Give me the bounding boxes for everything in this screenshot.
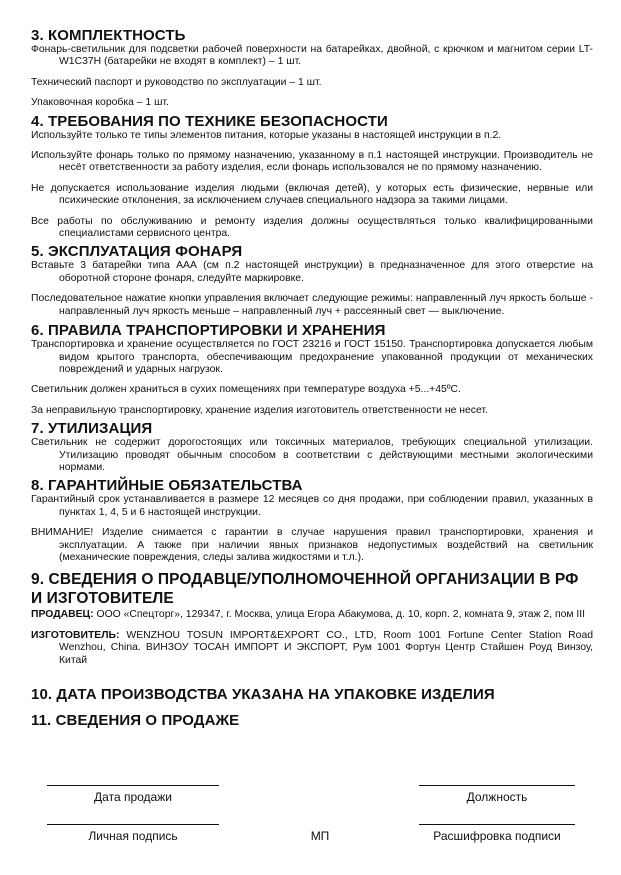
section-8-para-1: Гарантийный срок устанавливается в размере 12 месяцев со дня продажи, при соблюдении правил, указанных в пунктах 1, 4, 5 и 6 настоящей инструкции.	[31, 494, 593, 518]
section-5-para-1: Вставьте 3 батарейки типа ААА (см п.2 настоящей инструкции) в предназначенное для этого отверстие на оборотной стороне фонаря, следуйте маркировке.	[31, 260, 593, 284]
section-3-title: 3. КОМПЛЕКТНОСТЬ	[31, 27, 186, 44]
section-6-para-2: Светильник должен храниться в сухих помещениях при температуре воздуха +5...+45ºС.	[31, 384, 461, 396]
section-3-item-lamp: Фонарь-светильник для подсветки рабочей поверхности на батарейках, двойной, с крючком и магнитом серии LT-W1C37H (батарейки не входят в комплект) – 1 шт.	[31, 44, 593, 68]
section-5-title: 5. ЭКСПЛУАТАЦИЯ ФОНАРЯ	[31, 243, 243, 261]
section-4-title: 4. ТРЕБОВАНИЯ ПО ТЕХНИКЕ БЕЗОПАСНОСТИ	[31, 112, 388, 130]
section-4-para-3: Не допускается использование изделия людьми (включая детей), у которых есть физические, нервные или психические отклонения, за исключением случаев специального надзора за такими лицами.	[31, 182, 593, 207]
section-4-para-4: Все работы по обслуживанию и ремонту изделия должны осуществляться только квалифицированными специалистами сервисного центра.	[31, 215, 593, 240]
section-8-title: 8. ГАРАНТИЙНЫЕ ОБЯЗАТЕЛЬСТВА	[31, 477, 303, 495]
signature-decode-label: Расшифровка подписи	[433, 829, 561, 843]
section-4-para-2: Используйте фонарь только по прямому назначению, указанному в п.1 настоящей инструкции. Производитель не несёт ответственности за работу изделия, если фонарь использовался не по прямому назначению.	[31, 150, 593, 174]
seller-label: ПРОДАВЕЦ:	[31, 609, 94, 621]
manual-page	[31, 0, 593, 729]
seller-text: ООО «Спецторг», 129347, г. Москва, улица Егора Абакумова, д. 10, корп. 2, комната 9, этаж 2, пом III	[93, 609, 586, 621]
section-8-para-2: ВНИМАНИЕ! Изделие снимается с гарантии в случае нарушения правил транспортировки, хранения и эксплуатации. А также при наличии явных признаков недопустимых воздействий на светильник (механические повреждения, следы залива жидкостями и т.л.).	[31, 527, 593, 563]
manufacturer-text: WENZHOU TOSUN IMPORT&EXPORT CO., LTD, Room 1001 Fortune Center Station Road Wenzhou, China. ВИНЗОУ ТОСАН ИМПОРТ И ЭКСПОРТ, Рум 1001 Фортун Центр Стайшен Роуд Винзоу, Китай	[59, 629, 593, 666]
seller-info	[31, 609, 593, 621]
manufacturer-info	[31, 630, 593, 667]
section-6-para-1: Транспортировка и хранение осуществляется по ГОСТ 23216 и ГОСТ 15150. Транспортировка допускается любым видом крытого транспорта, обеспечивающим предохранение упакованной продукции от механических повреждений и ударных нагрузок.	[31, 339, 593, 375]
position-line	[419, 785, 575, 786]
signature-line	[47, 824, 219, 825]
section-6-para-3: За неправильную транспортировку, хранение изделия изготовитель ответственности не несет.	[31, 404, 488, 416]
sale-date-label: Дата продажи	[94, 790, 172, 804]
section-7-title: 7. УТИЛИЗАЦИЯ	[31, 420, 153, 438]
position-label: Должность	[466, 790, 528, 804]
section-3-item-box: Упаковочная коробка – 1 шт.	[31, 97, 169, 109]
section-7-para-1: Светильник не содержит дорогостоящих или токсичных материалов, требующих специальной утилизации. Утилизацию проводят обычным способом в соответствии с действующими местными экологическими нормами.	[31, 437, 593, 473]
manufacturer-label: ИЗГОТОВИТЕЛЬ:	[31, 629, 120, 641]
section-9-title: 9. СВЕДЕНИЯ О ПРОДАВЦЕ/УПОЛНОМОЧЕННОЙ ОРГАНИЗАЦИИ В РФ И ИЗГОТОВИТЕЛЕ	[31, 571, 579, 608]
section-3-item-passport: Технический паспорт и руководство по эксплуатации – 1 шт.	[31, 76, 322, 88]
section-10-title: 10. ДАТА ПРОИЗВОДСТВА УКАЗАНА НА УПАКОВКЕ ИЗДЕЛИЯ	[31, 686, 495, 703]
decode-line	[419, 824, 575, 825]
signature-label: Личная подпись	[88, 829, 178, 843]
section-6-title: 6. ПРАВИЛА ТРАНСПОРТИРОВКИ И ХРАНЕНИЯ	[31, 322, 386, 340]
section-5-para-2: Последовательное нажатие кнопки управления включает следующие режимы: направленный луч яркость больше - направленный луч яркость меньше – направленный луч + рассеянный свет — выключение.	[31, 293, 593, 317]
stamp-label: МП	[310, 829, 330, 843]
section-11-title: 11. СВЕДЕНИЯ О ПРОДАЖЕ	[31, 712, 240, 729]
section-4-para-1: Используйте только те типы элементов питания, которые указаны в настоящей инструкции в п.2.	[31, 129, 502, 141]
sale-date-line	[47, 785, 219, 786]
